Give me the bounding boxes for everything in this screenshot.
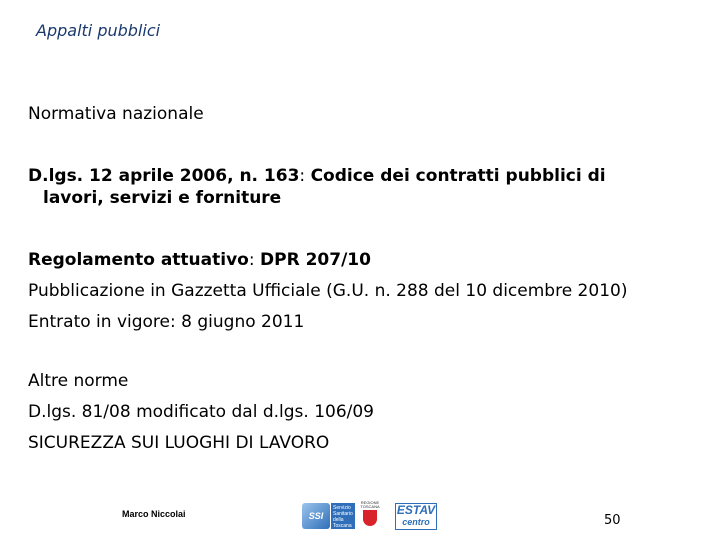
ssi-logo-mark: SSI <box>308 511 324 521</box>
regione-toscana-logo <box>360 501 380 531</box>
sicurezza-line: SICUREZZA SUI LUOGHI DI LAVORO <box>28 433 330 453</box>
regolamento-value: DPR 207/10 <box>260 250 371 270</box>
ssi-logo <box>302 503 330 529</box>
pubblicazione-line: Pubblicazione in Gazzetta Ufficiale (G.U. n. 288 del 10 dicembre 2010) <box>28 281 628 301</box>
regione-toscana-caption: REGIONE TOSCANA <box>360 500 380 509</box>
dlgs-81-line: D.lgs. 81/08 modificato dal d.lgs. 106/09 <box>28 402 375 422</box>
estav-logo-bottom: centro <box>402 517 430 527</box>
regione-toscana-shield-icon <box>363 510 377 526</box>
entrato-vigore-line: Entrato in vigore: 8 giugno 2011 <box>28 312 305 332</box>
ssi-logo-text: Servizio Sanitario della Toscana <box>331 503 355 529</box>
section-heading-normativa: Normativa nazionale <box>28 104 204 124</box>
slide-title: Appalti pubblici <box>36 21 161 40</box>
regolamento-lead: Regolamento attuativo <box>28 250 249 270</box>
regolamento-line <box>28 250 371 271</box>
section-heading-altre-norme: Altre norme <box>28 371 129 391</box>
dlgs-163-line1 <box>28 166 606 187</box>
dlgs-163-line2: lavori, servizi e forniture <box>43 188 282 208</box>
dlgs-163-lead: D.lgs. 12 aprile 2006, n. 163 <box>28 166 300 186</box>
estav-logo <box>395 503 437 530</box>
estav-logo-top: ESTAV <box>396 503 436 517</box>
footer-author: Marco Niccolai <box>122 509 186 519</box>
regolamento-separator: : <box>248 250 260 270</box>
dlgs-163-separator: : <box>299 166 311 186</box>
dlgs-163-title: Codice dei contratti pubblici di <box>310 166 606 186</box>
page-number: 50 <box>604 513 621 528</box>
